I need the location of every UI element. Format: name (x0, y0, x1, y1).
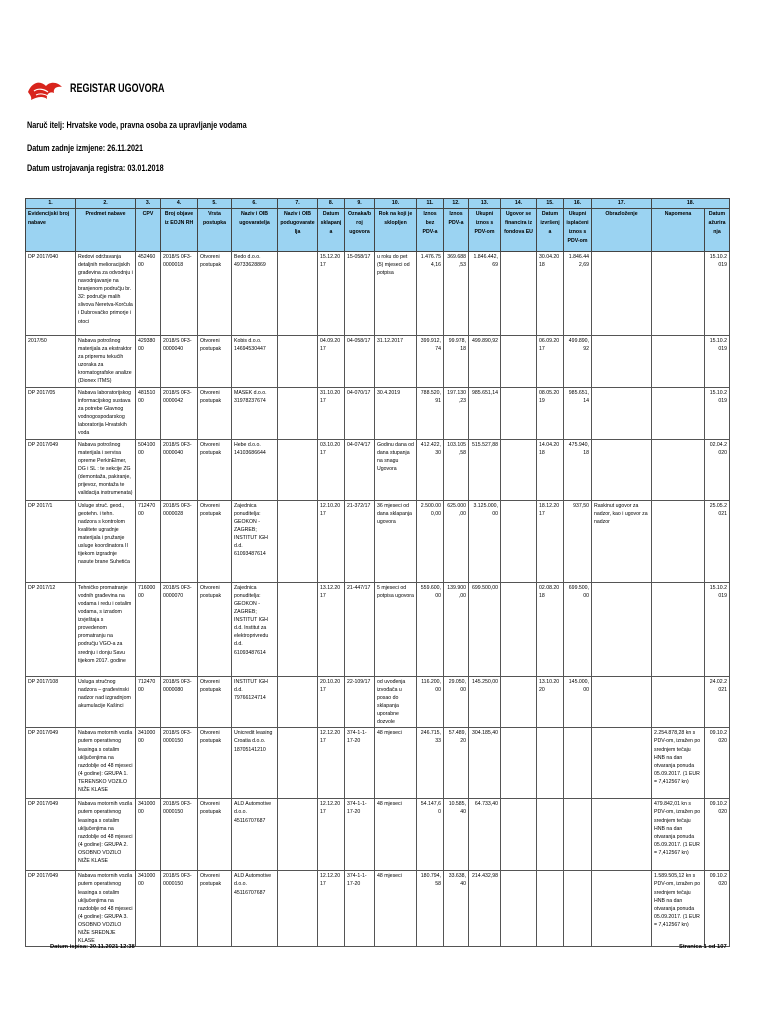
cell-oznaka: 04-070/17 (345, 388, 375, 440)
cell-eu (501, 388, 537, 440)
cell-evid: DP 2017/108 (26, 677, 76, 728)
cell-eojn: 2018/S 0F3-0000070 (161, 583, 198, 677)
cell-sklapanje: 13.12.2017 (318, 583, 345, 677)
col-num: 16. (564, 199, 592, 209)
cell-vrsta: Otvoreni postupak (198, 677, 232, 728)
col-header: Broj objave iz EOJN RH (161, 209, 198, 252)
cell-predmet: Usluge struč. geod., geotehn. i tehn. nadzora s kontrolom kvalitete ugradnje materijala i pružanje usluge koordinatora II tijekom izgradnje nasute brane Suhetića (76, 501, 136, 583)
table-row (26, 252, 730, 336)
cell-evid: DP 2017/1 (26, 501, 76, 583)
col-num: 8. (318, 199, 345, 209)
cell-bez-pdv: 2.500.000,00 (417, 501, 444, 583)
logo-icon (26, 78, 64, 102)
cell-sklapanje: 20.10.2017 (318, 677, 345, 728)
cell-evid: DP 2017/049 (26, 799, 76, 871)
cell-izvrsenje: 18.12.2017 (537, 501, 564, 583)
cell-isplaceno: 499.890,92 (564, 336, 592, 388)
cell-eu (501, 677, 537, 728)
cell-sklapanje: 04.09.2017 (318, 336, 345, 388)
col-header: Ukupni iznos s PDV-om (469, 209, 501, 252)
col-header: Evidencijski broj nabave (26, 209, 76, 252)
cell-napomena (652, 501, 705, 583)
cell-napomena: 479.842,01 kn s PDV-om, izražen po srednjem tečaju HNB na dan otvaranja ponuda 05.09.2017. (1 EUR = 7,412567 kn) (652, 799, 705, 871)
cell-rok: 36 mjeseci od dana sklapanja ugovora (375, 501, 417, 583)
cell-vrsta: Otvoreni postupak (198, 336, 232, 388)
cell-vrsta: Otvoreni postupak (198, 388, 232, 440)
cell-azuriranje: 15.10.2019 (705, 388, 730, 440)
cell-oznaka: 04-074/17 (345, 440, 375, 501)
cell-rok: 48 mjeseci (375, 728, 417, 799)
cell-rok: 48 mjeseci (375, 799, 417, 871)
table-row (26, 871, 730, 947)
col-header: Naziv i OIB ugovaratelja (232, 209, 278, 252)
cell-predmet: Redovi održavanja detaljnih melioracijskih građevina za odvodnju i navodnjavanje na branjenom području br. 32: područje malih slivova Neretva-Korčula i Dubrovačko primorje i otoci (76, 252, 136, 336)
cell-predmet: Nabava motornih vozila putem operativnog leasinga s ostalim uključenjima na razdoblje od 48 mjeseci (4 godine): GRUPA 2. OSOBNO VOZILO NIŽE KLASE (76, 799, 136, 871)
cell-cpv: 71247000 (136, 677, 161, 728)
cell-bez-pdv: 54.147,60 (417, 799, 444, 871)
cell-obrazlozenje (592, 799, 652, 871)
cell-obrazlozenje (592, 583, 652, 677)
cell-rok: 31.12.2017 (375, 336, 417, 388)
col-header: Predmet nabave (76, 209, 136, 252)
cell-ukupno: 699.500,00 (469, 583, 501, 677)
cell-podugovaratelj (278, 336, 318, 388)
cell-predmet: Nabava motornih vozila putem operativnog leasinga s ostalim uključenjima na razdoblje od 48 mjeseci (4 godine): GRUPA 3. OSOBNO VOZILO NIŽE SREDNJE KLASE (76, 871, 136, 947)
cell-obrazlozenje (592, 252, 652, 336)
cell-sklapanje: 03.10.2017 (318, 440, 345, 501)
cell-rok: Godinu dana od dana stupanja na snagu Ugovora (375, 440, 417, 501)
cell-rok: od uvođenja izvođača u posao do sklapanja uporabne dozvole (375, 677, 417, 728)
cell-obrazlozenje: Raskinut ugovor za nadzor, kao i ugovor za nadzor (592, 501, 652, 583)
col-header: Datum ažuriranja (705, 209, 730, 252)
col-num: 13. (469, 199, 501, 209)
cell-sklapanje: 12.10.2017 (318, 501, 345, 583)
cell-azuriranje: 09.10.2020 (705, 871, 730, 947)
col-header: Ugovor se financira iz fondova EU (501, 209, 537, 252)
cell-izvrsenje: 02.08.2018 (537, 583, 564, 677)
cell-podugovaratelj (278, 728, 318, 799)
table-row (26, 583, 730, 677)
cell-predmet: Nabava motornih vozila putem operativnog leasinga s ostalim uključenjima na razdoblje od 48 mjeseci (4 godine): GRUPA 1. TERENSKO VOZILO NIŽE KLASE (76, 728, 136, 799)
cell-ugovaratelj: Zajednica ponuditelja: GEOKON - ZAGREB; INSTITUT IGH d.d. Institut za elektroprivredu d.d. 61093487614 (232, 583, 278, 677)
col-num: 7. (278, 199, 318, 209)
cell-pdv: 57.489,20 (444, 728, 469, 799)
cell-oznaka: 374-1-1-17-20 (345, 871, 375, 947)
cell-eu (501, 252, 537, 336)
cell-ukupno: 64.733,40 (469, 799, 501, 871)
col-num: 15. (537, 199, 564, 209)
col-num: 10. (375, 199, 417, 209)
cell-eu (501, 799, 537, 871)
cell-sklapanje: 31.10.2017 (318, 388, 345, 440)
col-num: 1. (26, 199, 76, 209)
document-title: REGISTAR UGOVORA (70, 83, 165, 95)
cell-ugovaratelj: MASEK d.o.o. 31978237674 (232, 388, 278, 440)
cell-predmet: Nabava potrošnog materijala za ekstraktor za pripremu tekućih uzoraka za kromatografske analize (Dionex ITMS) (76, 336, 136, 388)
cell-obrazlozenje (592, 388, 652, 440)
cell-evid: DP 2017/12 (26, 583, 76, 677)
cell-predmet: Nabava potrošnog materijala i servisa opreme PerkinElmer, DG i SL : te sekcije ZG (demontaža, pakiranje, prijevoz, montaža te validacija instrumenata) (76, 440, 136, 501)
cell-bez-pdv: 246.715,33 (417, 728, 444, 799)
cell-obrazlozenje (592, 440, 652, 501)
cell-napomena (652, 677, 705, 728)
cell-oznaka: 04-058/17 (345, 336, 375, 388)
table-row (26, 440, 730, 501)
cell-isplaceno: 475.940,18 (564, 440, 592, 501)
cell-ugovaratelj: Hebe d.o.o. 14103686644 (232, 440, 278, 501)
cell-cpv: 34100000 (136, 871, 161, 947)
cell-napomena (652, 388, 705, 440)
col-header: Oznaka/broj ugovora (345, 209, 375, 252)
cell-sklapanje: 12.12.2017 (318, 871, 345, 947)
table-row (26, 388, 730, 440)
narucitelj-line: Naruč itelj: Hrvatske vode, pravna osoba za upravljanje vodama (27, 120, 247, 130)
cell-cpv: 71247000 (136, 501, 161, 583)
cell-vrsta: Otvoreni postupak (198, 728, 232, 799)
cell-izvrsenje (537, 728, 564, 799)
cell-napomena (652, 440, 705, 501)
cell-oznaka: 21-447/17 (345, 583, 375, 677)
col-num: 14. (501, 199, 537, 209)
cell-cpv: 50410000 (136, 440, 161, 501)
cell-azuriranje: 02.04.2020 (705, 440, 730, 501)
cell-cpv: 71600000 (136, 583, 161, 677)
cell-bez-pdv: 180.794,58 (417, 871, 444, 947)
cell-izvrsenje: 30.04.2018 (537, 252, 564, 336)
col-num: 4. (161, 199, 198, 209)
table-row (26, 501, 730, 583)
cell-vrsta: Otvoreni postupak (198, 440, 232, 501)
cell-eojn: 2018/S 0F3-0000040 (161, 336, 198, 388)
cell-ukupno: 515.527,88 (469, 440, 501, 501)
cell-predmet: Tehničko promatranje vodnih građevina na vodama i redu i ostalim vodama, s izradom izvještaja s provedenom promatranju na području VGO-a za srednju i donju Savu tijekom 2017. godine (76, 583, 136, 677)
col-num: 17. (592, 199, 652, 209)
column-header-row (26, 209, 730, 252)
cell-ukupno: 499.890,92 (469, 336, 501, 388)
cell-vrsta: Otvoreni postupak (198, 583, 232, 677)
cell-isplaceno: 699.500,00 (564, 583, 592, 677)
cell-ugovaratelj: Bedo d.o.o. 49733628869 (232, 252, 278, 336)
cell-vrsta: Otvoreni postupak (198, 871, 232, 947)
cell-isplaceno: 937,50 (564, 501, 592, 583)
cell-napomena: 2.254.878,28 kn s PDV-om, izražen po srednjem tečaju HNB na dan otvaranja ponuda 05.09.2017. (1 EUR = 7,412567 kn) (652, 728, 705, 799)
cell-obrazlozenje (592, 728, 652, 799)
cell-pdv: 10.585,40 (444, 799, 469, 871)
cell-pdv: 625.000,00 (444, 501, 469, 583)
cell-pdv: 369.688,53 (444, 252, 469, 336)
page-counter: Stranica 1 od 107 (679, 944, 727, 950)
cell-evid: DP 2017/049 (26, 871, 76, 947)
cell-sklapanje: 12.12.2017 (318, 799, 345, 871)
cell-ukupno: 214.432,98 (469, 871, 501, 947)
cell-eu (501, 728, 537, 799)
cell-podugovaratelj (278, 677, 318, 728)
cell-pdv: 139.900,00 (444, 583, 469, 677)
cell-rok: u roku do pet (5) mjeseci od potpisa (375, 252, 417, 336)
table-row (26, 799, 730, 871)
cell-ugovaratelj: Kobis d.o.o. 14694530447 (232, 336, 278, 388)
col-header: Iznos PDV-a (444, 209, 469, 252)
cell-isplaceno (564, 728, 592, 799)
cell-eu (501, 440, 537, 501)
cell-podugovaratelj (278, 501, 318, 583)
cell-predmet: Usluga stručnog nadzora – građevinski nadzor nad izgradnjom akumulacije Kašinci (76, 677, 136, 728)
cell-rok: 30.4.2019 (375, 388, 417, 440)
cell-sklapanje: 15.12.2017 (318, 252, 345, 336)
col-header: Datum izvršenja (537, 209, 564, 252)
cell-oznaka: 374-1-1-17-20 (345, 728, 375, 799)
col-num: 3. (136, 199, 161, 209)
cell-pdv: 103.105,58 (444, 440, 469, 501)
cell-eojn: 2018/S 0F3-0000150 (161, 871, 198, 947)
cell-predmet: Nabava laboratorijskog informacijskog sustava za potrebe Glavnog vodnogospodarskog laboratorija Hrvatskih voda (76, 388, 136, 440)
hrvatske-vode-logo (26, 78, 64, 102)
cell-rok: 5 mjeseci od potpisa ugovora (375, 583, 417, 677)
column-number-row (26, 199, 730, 209)
cell-azuriranje: 09.10.2020 (705, 728, 730, 799)
table-row (26, 336, 730, 388)
cell-podugovaratelj (278, 583, 318, 677)
cell-sklapanje: 12.12.2017 (318, 728, 345, 799)
cell-pdv: 197.130,23 (444, 388, 469, 440)
cell-ugovaratelj: Unicredit leasing Croatia d.o.o. 18705141210 (232, 728, 278, 799)
cell-eojn: 2018/S 0F3-0000040 (161, 440, 198, 501)
contract-register-table (25, 198, 730, 947)
cell-eu (501, 336, 537, 388)
col-header: Vrsta postupka (198, 209, 232, 252)
cell-napomena (652, 336, 705, 388)
cell-vrsta: Otvoreni postupak (198, 799, 232, 871)
cell-bez-pdv: 1.476.754,16 (417, 252, 444, 336)
cell-eu (501, 871, 537, 947)
cell-podugovaratelj (278, 252, 318, 336)
cell-cpv: 45246000 (136, 252, 161, 336)
col-header: Napomena (652, 209, 705, 252)
cell-podugovaratelj (278, 388, 318, 440)
datum-izmjene-line: Datum zadnje izmjene: 26.11.2021 (27, 143, 144, 153)
print-date: Datum ispisa: 30.11.2021 12:38 (50, 944, 135, 950)
cell-oznaka: 22-109/17 (345, 677, 375, 728)
cell-bez-pdv: 412.422,30 (417, 440, 444, 501)
col-num: 2. (76, 199, 136, 209)
cell-evid: DP 2017/05 (26, 388, 76, 440)
col-num: 12. (444, 199, 469, 209)
cell-eojn: 2018/S 0F3-0000042 (161, 388, 198, 440)
cell-ukupno: 304.185,40 (469, 728, 501, 799)
cell-eojn: 2018/S 0F3-0000018 (161, 252, 198, 336)
cell-ugovaratelj: Zajednica ponuditelja: GEOKON - ZAGREB; INSTITUT IGH d.d. 61093487614 (232, 501, 278, 583)
cell-obrazlozenje (592, 871, 652, 947)
cell-podugovaratelj (278, 440, 318, 501)
cell-ukupno: 985.651,14 (469, 388, 501, 440)
cell-izvrsenje: 14.04.2018 (537, 440, 564, 501)
col-num: 5. (198, 199, 232, 209)
cell-izvrsenje: 08.05.2019 (537, 388, 564, 440)
cell-bez-pdv: 399.912,74 (417, 336, 444, 388)
cell-obrazlozenje (592, 336, 652, 388)
cell-evid: 2017/50 (26, 336, 76, 388)
cell-ugovaratelj: ALD Automotive d.o.o. 45116707687 (232, 799, 278, 871)
cell-ukupno: 1.846.442,69 (469, 252, 501, 336)
cell-cpv: 34100000 (136, 728, 161, 799)
cell-oznaka: 15-058/17 (345, 252, 375, 336)
datum-ustrojavanja-line: Datum ustrojavanja registra: 03.01.2018 (27, 163, 164, 173)
cell-isplaceno: 1.846.442,69 (564, 252, 592, 336)
col-header: Ukupni isplaćeni iznos s PDV-om (564, 209, 592, 252)
cell-napomena (652, 252, 705, 336)
cell-eojn: 2018/S 0F3-0000080 (161, 677, 198, 728)
cell-azuriranje: 25.05.2021 (705, 501, 730, 583)
cell-izvrsenje (537, 799, 564, 871)
cell-isplaceno: 985.651,14 (564, 388, 592, 440)
cell-izvrsenje: 13.10.2020 (537, 677, 564, 728)
cell-evid: DP 2017/049 (26, 728, 76, 799)
cell-pdv: 99.978,18 (444, 336, 469, 388)
cell-rok: 48 mjeseci (375, 871, 417, 947)
col-num: 9. (345, 199, 375, 209)
cell-vrsta: Otvoreni postupak (198, 252, 232, 336)
cell-podugovaratelj (278, 799, 318, 871)
cell-cpv: 42938000 (136, 336, 161, 388)
col-num: 18. (652, 199, 730, 209)
cell-izvrsenje (537, 871, 564, 947)
cell-eojn: 2018/S 0F3-0000028 (161, 501, 198, 583)
cell-isplaceno (564, 871, 592, 947)
cell-oznaka: 374-1-1-17-20 (345, 799, 375, 871)
cell-pdv: 29.050,00 (444, 677, 469, 728)
cell-evid: DP 2017/040 (26, 252, 76, 336)
cell-azuriranje: 15.10.2019 (705, 252, 730, 336)
col-header: CPV (136, 209, 161, 252)
cell-eojn: 2018/S 0F3-0000150 (161, 799, 198, 871)
cell-pdv: 33.638,40 (444, 871, 469, 947)
cell-azuriranje: 09.10.2020 (705, 799, 730, 871)
cell-ugovaratelj: ALD Automotive d.o.o. 45116707687 (232, 871, 278, 947)
cell-ugovaratelj: INSTITUT IGH d.d. 79766124714 (232, 677, 278, 728)
cell-eojn: 2018/S 0F3-0000150 (161, 728, 198, 799)
cell-izvrsenje: 06.09.2017 (537, 336, 564, 388)
cell-azuriranje: 15.10.2019 (705, 583, 730, 677)
cell-evid: DP 2017/049 (26, 440, 76, 501)
col-header: Naziv i OIB podugovaratelja (278, 209, 318, 252)
cell-podugovaratelj (278, 871, 318, 947)
col-header: Rok na koji je sklopljen (375, 209, 417, 252)
cell-vrsta: Otvoreni postupak (198, 501, 232, 583)
cell-napomena (652, 583, 705, 677)
cell-cpv: 34100000 (136, 799, 161, 871)
cell-cpv: 48151000 (136, 388, 161, 440)
cell-eu (501, 501, 537, 583)
col-num: 11. (417, 199, 444, 209)
col-header: Datum sklapanja (318, 209, 345, 252)
col-header: Iznos bez PDV-a (417, 209, 444, 252)
cell-obrazlozenje (592, 677, 652, 728)
col-header: Obrazloženje (592, 209, 652, 252)
cell-bez-pdv: 559.600,00 (417, 583, 444, 677)
cell-bez-pdv: 116.200,00 (417, 677, 444, 728)
cell-oznaka: 21-372/17 (345, 501, 375, 583)
cell-bez-pdv: 788.520,91 (417, 388, 444, 440)
cell-eu (501, 583, 537, 677)
cell-azuriranje: 24.02.2021 (705, 677, 730, 728)
cell-napomena: 1.589.505,12 kn s PDV-om, izražen po srednjem tečaju HNB na dan otvaranja ponuda 05.09.2017. (1 EUR = 7,412567 kn) (652, 871, 705, 947)
col-num: 6. (232, 199, 278, 209)
cell-ukupno: 3.125.000,00 (469, 501, 501, 583)
cell-isplaceno: 145.000,00 (564, 677, 592, 728)
table-body (26, 252, 730, 947)
cell-azuriranje: 15.10.2019 (705, 336, 730, 388)
cell-ukupno: 145.250,00 (469, 677, 501, 728)
table-row (26, 677, 730, 728)
table-row (26, 728, 730, 799)
cell-isplaceno (564, 799, 592, 871)
